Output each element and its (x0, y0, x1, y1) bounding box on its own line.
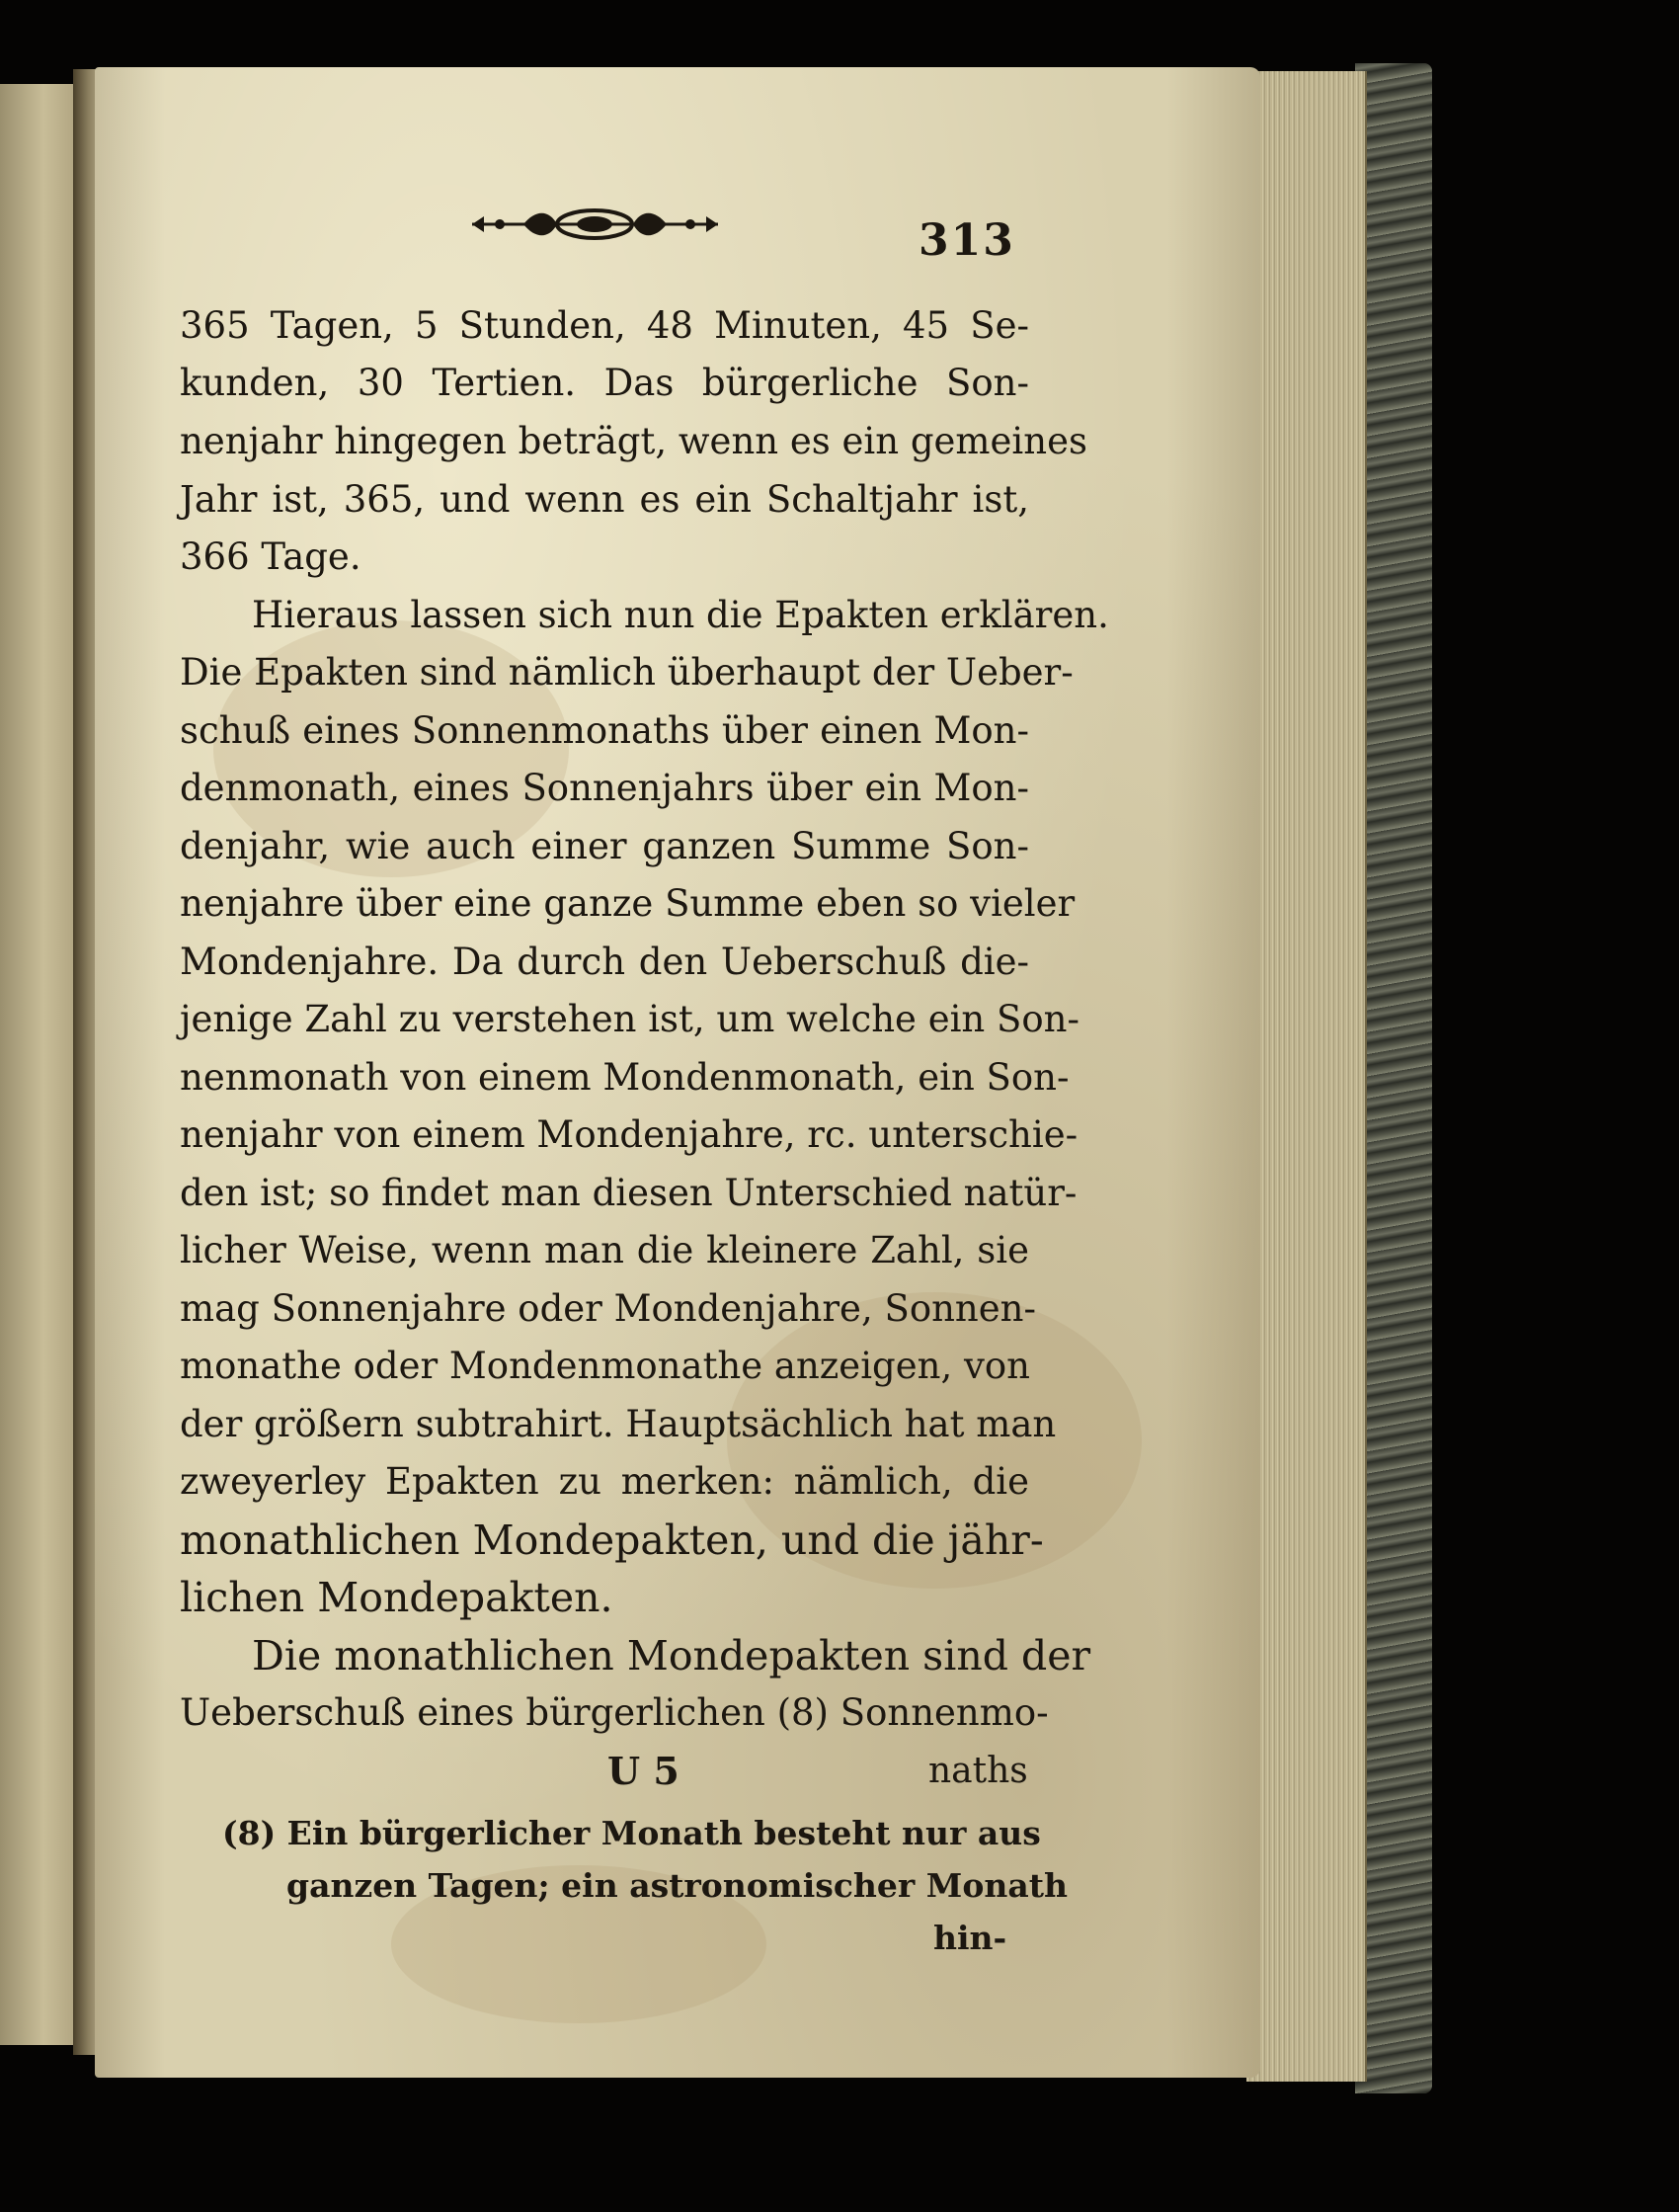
body-line: zweyerley Epakten zu merken: nämlich, die (180, 1460, 1029, 1503)
body-line: licher Weise, wenn man die kleinere Zahl, sie (180, 1229, 1029, 1271)
body-line: monathe oder Mondenmonathe anzeigen, von (180, 1345, 1030, 1387)
body-line: Die Epakten sind nämlich überhaupt der Ueber- (180, 651, 1074, 694)
signature-mark: U 5 (607, 1749, 680, 1793)
body-line: nenjahr von einem Mondenjahre, rc. unterschie- (180, 1113, 1079, 1156)
body-line: Die monathlichen Mondepakten sind der (252, 1632, 1091, 1679)
left-page-edge (0, 84, 76, 2045)
footnote-line: ganzen Tagen; ein astronomischer Monath (286, 1866, 1068, 1905)
body-line: Hieraus lassen sich nun die Epakten erklären. (252, 594, 1109, 636)
body-line: Ueberschuß eines bürgerlichen (8) Sonnenmo- (180, 1691, 1049, 1734)
header-ornament (464, 204, 726, 245)
body-line: kunden, 30 Tertien. Das bürgerliche Son- (180, 362, 1029, 404)
body-line: nenjahre über eine ganze Summe eben so vieler (180, 882, 1076, 925)
body-line: jenige Zahl zu verstehen ist, um welche ein Son- (180, 998, 1079, 1040)
body-line: denmonath, eines Sonnenjahrs über ein Mon- (180, 767, 1029, 809)
body-line: monathlichen Mondepakten, und die jähr- (180, 1516, 1044, 1564)
body-line: 365 Tagen, 5 Stunden, 48 Minuten, 45 Se- (180, 304, 1029, 347)
body-line: Mondenjahre. Da durch den Ueberschuß die- (180, 941, 1029, 983)
page-number: 313 (919, 215, 1015, 266)
body-line: 366 Tage. (180, 535, 361, 578)
body-line: Jahr ist, 365, und wenn es ein Schaltjahr ist, (180, 478, 1029, 521)
body-line: der größern subtrahirt. Hauptsächlich hat man (180, 1403, 1057, 1445)
catchword: naths (928, 1751, 1028, 1791)
page-block-edges (1246, 71, 1367, 2082)
footnote-line: hin- (933, 1919, 1007, 1957)
body-line: nenjahr hingegen beträgt, wenn es ein gemeines (180, 420, 1087, 462)
body-line: den ist; so findet man diesen Unterschied natür- (180, 1172, 1078, 1214)
body-line: schuß eines Sonnenmonaths über einen Mon- (180, 709, 1029, 752)
body-line: lichen Mondepakten. (180, 1574, 613, 1621)
body-line: nenmonath von einem Mondenmonath, ein Son- (180, 1056, 1070, 1099)
body-line: denjahr, wie auch einer ganzen Summe Son- (180, 825, 1029, 867)
body-line: mag Sonnenjahre oder Mondenjahre, Sonnen- (180, 1287, 1036, 1330)
footnote-line: (8) Ein bürgerlicher Monath besteht nur aus (222, 1814, 1041, 1852)
